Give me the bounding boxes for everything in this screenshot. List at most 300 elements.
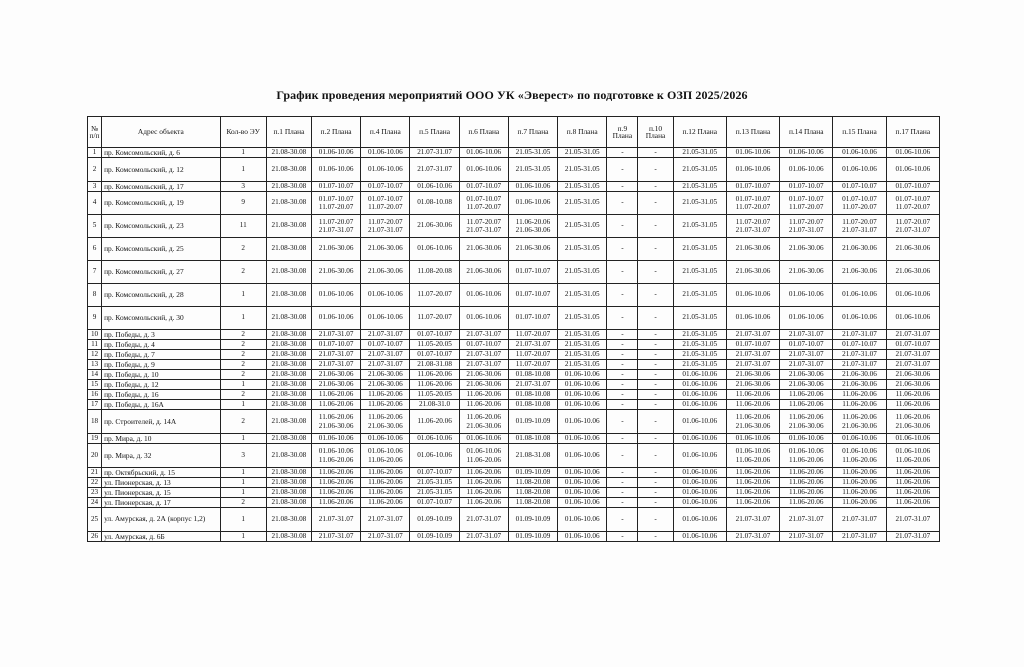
date-range-cell: 01.06-10.06 [726,284,779,307]
date-range-cell: 11.07-20.07 21.07-31.07 [726,215,779,238]
date-range-cell: 21.05-31.05 [673,182,726,192]
date-range-cell: 11.07-20.07 [410,307,459,330]
date-range-cell: 21.08-30.08 [266,158,311,182]
date-range-cell: 01.06-10.06 [726,148,779,158]
date-range-cell: 01.07-10.07 [780,340,833,350]
unit-count-cell: 1 [220,284,266,307]
date-range-cell: 01.09-10.09 [410,508,459,532]
table-row [88,148,940,158]
date-range-cell: 01.06-10.06 [673,380,726,390]
date-range-cell: 11.06-20.06 [312,478,361,488]
column-header: п.13 Плана [726,117,779,148]
date-range-cell: 21.07-31.07 [833,360,886,370]
date-range-cell: 21.06-30.06 [726,380,779,390]
date-range-cell: 11.06-20.06 [312,488,361,498]
date-range-cell: - [638,434,673,444]
date-range-cell: - [607,215,638,238]
date-range-cell: 21.05-31.05 [558,340,607,350]
date-range-cell: 01.06-10.06 [726,434,779,444]
address-cell: пр. Комсомольский, д. 25 [102,238,221,261]
date-range-cell: - [638,532,673,542]
address-cell: пр. Комсомольский, д. 6 [102,148,221,158]
date-range-cell: 11.06-20.06 [361,400,410,410]
date-range-cell: - [638,158,673,182]
date-range-cell: 01.07-10.07 11.07-20.07 [361,192,410,215]
column-header: № п/п [88,117,102,148]
date-range-cell: 11.07-20.07 [508,360,557,370]
unit-count-cell: 2 [220,340,266,350]
date-range-cell: 21.08-31.0 [410,400,459,410]
date-range-cell: 21.08-30.08 [266,478,311,488]
page-title: График проведения мероприятий ООО УК «Эверест» по подготовке к ОЗП 2025/2026 [276,88,748,102]
date-range-cell: 11.06-20.06 [459,488,508,498]
unit-count-cell: 1 [220,468,266,478]
date-range-cell: - [607,261,638,284]
date-range-cell: 01.07-10.07 [508,284,557,307]
date-range-cell: 21.07-31.07 [361,330,410,340]
date-range-cell: 21.05-31.05 [673,238,726,261]
date-range-cell: - [638,340,673,350]
date-range-cell: 01.06-10.06 [673,400,726,410]
date-range-cell: 21.05-31.05 [558,360,607,370]
date-range-cell: 11.06-20.06 21.06-30.06 [312,410,361,434]
date-range-cell: 01.06-10.06 [558,370,607,380]
date-range-cell: 11.06-20.06 [726,400,779,410]
date-range-cell: 21.06-30.06 [726,261,779,284]
unit-count-cell: 9 [220,192,266,215]
date-range-cell: 21.05-31.05 [410,478,459,488]
date-range-cell: 01.06-10.06 [558,508,607,532]
unit-count-cell: 1 [220,148,266,158]
address-cell: ул. Пионерская, д. 13 [102,478,221,488]
date-range-cell: 01.06-10.06 [833,284,886,307]
date-range-cell: 21.08-30.08 [266,192,311,215]
unit-count-cell: 1 [220,307,266,330]
date-range-cell: 11.06-20.06 [312,400,361,410]
date-range-cell: 11.06-20.06 21.06-30.06 [361,410,410,434]
date-range-cell: 21.08-30.08 [266,380,311,390]
date-range-cell: 21.07-31.07 [726,508,779,532]
date-range-cell: 11.06-20.06 21.06-30.06 [726,410,779,434]
table-header [88,117,940,148]
date-range-cell: 21.07-31.07 [833,532,886,542]
date-range-cell: 11.06-20.06 [886,498,939,508]
date-range-cell: 21.07-31.07 [886,532,939,542]
table-row [88,478,940,488]
date-range-cell: 01.07-10.07 [312,340,361,350]
date-range-cell: 01.06-10.06 [886,307,939,330]
column-header: п.12 Плана [673,117,726,148]
date-range-cell: 21.06-30.06 [780,370,833,380]
date-range-cell: 01.06-10.06 [673,390,726,400]
date-range-cell: - [638,360,673,370]
date-range-cell: 01.09-10.09 [508,532,557,542]
date-range-cell: 01.06-10.06 [508,182,557,192]
date-range-cell: 01.06-10.06 [886,434,939,444]
date-range-cell: 11.07-20.07 21.07-31.07 [312,215,361,238]
row-number: 20 [88,444,102,468]
unit-count-cell: 1 [220,158,266,182]
date-range-cell: 11.08-20.08 [410,261,459,284]
date-range-cell: 01.06-10.06 [780,284,833,307]
table-row [88,488,940,498]
date-range-cell: - [607,360,638,370]
date-range-cell: 21.07-31.07 [459,360,508,370]
date-range-cell: 01.06-10.06 [726,158,779,182]
date-range-cell: 01.07-10.07 [410,498,459,508]
date-range-cell: - [638,370,673,380]
date-range-cell: 21.07-31.07 [361,360,410,370]
date-range-cell: 01.06-10.06 [673,370,726,380]
table-row [88,307,940,330]
date-range-cell: - [607,330,638,340]
date-range-cell: 11.06-20.06 [459,400,508,410]
date-range-cell: 11.07-20.07 [508,350,557,360]
date-range-cell: 01.06-10.06 [558,498,607,508]
address-cell: пр. Комсомольский, д. 17 [102,182,221,192]
date-range-cell: 11.07-20.07 21.07-31.07 [361,215,410,238]
unit-count-cell: 2 [220,350,266,360]
address-cell: пр. Мира, д. 32 [102,444,221,468]
address-cell: ул. Амурская, д. 6Б [102,532,221,542]
date-range-cell: 21.06-30.06 [726,238,779,261]
date-range-cell: 21.08-30.08 [266,508,311,532]
date-range-cell: 01.06-10.06 [459,434,508,444]
date-range-cell: 21.08-31.08 [508,444,557,468]
column-header: п.10 Плана [638,117,673,148]
date-range-cell: 11.06-20.06 [833,390,886,400]
date-range-cell: 21.07-31.07 [833,330,886,340]
date-range-cell: - [607,148,638,158]
date-range-cell: 01.06-10.06 [312,307,361,330]
table-row [88,330,940,340]
date-range-cell: 01.06-10.06 [410,444,459,468]
address-cell: пр. Победы, д. 4 [102,340,221,350]
date-range-cell: 21.05-31.05 [558,148,607,158]
date-range-cell: 21.07-31.07 [780,330,833,340]
date-range-cell: 11.06-20.06 [780,468,833,478]
address-cell: пр. Победы, д. 16 [102,390,221,400]
table-body [88,148,940,542]
date-range-cell: 21.06-30.06 [508,238,557,261]
date-range-cell: 11.07-20.07 21.07-31.07 [459,215,508,238]
date-range-cell: - [638,261,673,284]
date-range-cell: 21.05-31.05 [673,330,726,340]
table-row [88,192,940,215]
date-range-cell: 01.06-10.06 [558,434,607,444]
unit-count-cell: 1 [220,434,266,444]
column-header: п.15 Плана [833,117,886,148]
schedule-table [87,116,940,542]
date-range-cell: 01.08-10.08 [508,400,557,410]
date-range-cell: 21.08-30.08 [266,215,311,238]
date-range-cell: 21.07-31.07 [886,360,939,370]
row-number: 4 [88,192,102,215]
row-number: 9 [88,307,102,330]
date-range-cell: 21.08-30.08 [266,182,311,192]
date-range-cell: 21.06-30.06 [886,380,939,390]
date-range-cell: 21.06-30.06 [833,380,886,390]
unit-count-cell: 1 [220,380,266,390]
date-range-cell: 11.05-20.05 [410,340,459,350]
date-range-cell: 01.09-10.09 [508,508,557,532]
date-range-cell: - [607,468,638,478]
date-range-cell: 01.06-10.06 11.06-20.06 [361,444,410,468]
date-range-cell: 11.06-20.06 21.06-30.06 [508,215,557,238]
date-range-cell: 01.09-10.09 [410,532,459,542]
date-range-cell: 01.06-10.06 [673,410,726,434]
date-range-cell: 01.07-10.07 [833,340,886,350]
date-range-cell: 11.06-20.06 [833,488,886,498]
row-number: 23 [88,488,102,498]
date-range-cell: 01.07-10.07 [726,182,779,192]
date-range-cell: 11.07-20.07 [508,330,557,340]
date-range-cell: 21.06-30.06 [312,238,361,261]
date-range-cell: 01.06-10.06 [312,158,361,182]
date-range-cell: 11.06-20.06 21.06-30.06 [459,410,508,434]
date-range-cell: 21.07-31.07 [459,350,508,360]
date-range-cell: - [607,307,638,330]
date-range-cell: 01.06-10.06 [410,434,459,444]
unit-count-cell: 2 [220,498,266,508]
row-number: 18 [88,410,102,434]
column-header: п.1 Плана [266,117,311,148]
date-range-cell: 21.05-31.05 [558,284,607,307]
address-cell: ул. Пионерская, д. 17 [102,498,221,508]
date-range-cell: 01.06-10.06 [558,488,607,498]
date-range-cell: - [607,158,638,182]
date-range-cell: 21.06-30.06 [780,261,833,284]
date-range-cell: 01.07-10.07 11.07-20.07 [833,192,886,215]
date-range-cell: 01.07-10.07 [410,330,459,340]
date-range-cell: 11.06-20.06 [312,390,361,400]
date-range-cell: 11.08-20.08 [508,498,557,508]
date-range-cell: - [607,182,638,192]
date-range-cell: 01.06-10.06 [459,148,508,158]
date-range-cell: 21.07-31.07 [726,330,779,340]
date-range-cell: - [638,192,673,215]
unit-count-cell: 2 [220,370,266,380]
date-range-cell: 01.06-10.06 [459,284,508,307]
date-range-cell: 21.06-30.06 [410,215,459,238]
date-range-cell: 01.07-10.07 [886,182,939,192]
date-range-cell: - [638,508,673,532]
date-range-cell: 01.06-10.06 [361,158,410,182]
date-range-cell: 01.06-10.06 [780,158,833,182]
date-range-cell: - [638,498,673,508]
date-range-cell: 11.06-20.06 [886,390,939,400]
unit-count-cell: 11 [220,215,266,238]
date-range-cell: 11.06-20.06 [886,488,939,498]
date-range-cell: 01.06-10.06 [558,444,607,468]
date-range-cell: 21.07-31.07 [886,350,939,360]
date-range-cell: 21.07-31.07 [312,350,361,360]
date-range-cell: - [607,340,638,350]
unit-count-cell: 1 [220,508,266,532]
date-range-cell: - [638,350,673,360]
date-range-cell: - [638,400,673,410]
table-row [88,350,940,360]
date-range-cell: 01.06-10.06 [558,390,607,400]
date-range-cell: - [638,444,673,468]
date-range-cell: 01.06-10.06 [312,284,361,307]
date-range-cell: 21.05-31.05 [558,192,607,215]
date-range-cell: 21.07-31.07 [312,508,361,532]
date-range-cell: 11.06-20.06 21.06-30.06 [833,410,886,434]
date-range-cell: 01.06-10.06 [673,488,726,498]
date-range-cell: 11.06-20.06 [361,390,410,400]
row-number: 11 [88,340,102,350]
unit-count-cell: 2 [220,360,266,370]
date-range-cell: - [607,488,638,498]
column-header: п.8 Плана [558,117,607,148]
address-cell: пр. Победы, д. 10 [102,370,221,380]
date-range-cell: 21.06-30.06 [361,370,410,380]
date-range-cell: - [607,508,638,532]
date-range-cell: 21.08-30.08 [266,148,311,158]
date-range-cell: 01.06-10.06 [673,498,726,508]
date-range-cell: 21.07-31.07 [410,148,459,158]
date-range-cell: 21.07-31.07 [726,532,779,542]
date-range-cell: 11.06-20.06 [410,380,459,390]
date-range-cell: 11.06-20.06 [726,498,779,508]
date-range-cell: 11.06-20.06 [886,468,939,478]
date-range-cell: 01.07-10.07 11.07-20.07 [726,192,779,215]
date-range-cell: 21.06-30.06 [780,380,833,390]
date-range-cell: 11.06-20.06 [780,488,833,498]
row-number: 15 [88,380,102,390]
row-number: 24 [88,498,102,508]
date-range-cell: - [638,380,673,390]
date-range-cell: 01.06-10.06 [886,284,939,307]
date-range-cell: 11.06-20.06 [361,488,410,498]
unit-count-cell: 3 [220,182,266,192]
date-range-cell: 21.06-30.06 [886,370,939,380]
date-range-cell: 21.07-31.07 [780,360,833,370]
date-range-cell: 11.06-20.06 [780,390,833,400]
date-range-cell: 21.07-31.07 [361,508,410,532]
date-range-cell: 21.06-30.06 [361,380,410,390]
row-number: 12 [88,350,102,360]
row-number: 21 [88,468,102,478]
address-cell: пр. Победы, д. 7 [102,350,221,360]
unit-count-cell: 2 [220,330,266,340]
column-header: п.5 Плана [410,117,459,148]
date-range-cell: 11.06-20.06 [726,468,779,478]
row-number: 26 [88,532,102,542]
table-row [88,284,940,307]
date-range-cell: 21.05-31.05 [673,340,726,350]
date-range-cell: 01.06-10.06 [886,148,939,158]
date-range-cell: 21.08-30.08 [266,360,311,370]
date-range-cell: 01.07-10.07 [410,468,459,478]
date-range-cell: 01.09-10.09 [508,468,557,478]
column-header: п.2 Плана [312,117,361,148]
date-range-cell: - [607,400,638,410]
date-range-cell: 11.06-20.06 [833,468,886,478]
date-range-cell: - [607,532,638,542]
date-range-cell: - [607,370,638,380]
date-range-cell: 21.06-30.06 [459,380,508,390]
unit-count-cell: 1 [220,488,266,498]
date-range-cell: 11.06-20.06 [780,478,833,488]
address-cell: пр. Победы, д. 3 [102,330,221,340]
date-range-cell: 11.06-20.06 [780,400,833,410]
date-range-cell: 21.07-31.07 [410,158,459,182]
column-header: п.9 Плана [607,117,638,148]
address-cell: пр. Победы, д. 16А [102,400,221,410]
date-range-cell: 01.07-10.07 [459,182,508,192]
date-range-cell: 01.07-10.07 11.07-20.07 [886,192,939,215]
date-range-cell: 21.06-30.06 [312,370,361,380]
date-range-cell: 01.06-10.06 [726,307,779,330]
date-range-cell: 01.06-10.06 [558,410,607,434]
date-range-cell: 01.06-10.06 [459,158,508,182]
date-range-cell: 21.05-31.05 [558,330,607,340]
date-range-cell: 11.05-20.05 [410,390,459,400]
date-range-cell: 21.06-30.06 [886,261,939,284]
table-row [88,532,940,542]
date-range-cell: 21.05-31.05 [673,148,726,158]
date-range-cell: - [607,238,638,261]
date-range-cell: 21.06-30.06 [312,261,361,284]
date-range-cell: 01.08-10.08 [508,434,557,444]
date-range-cell: 01.07-10.07 11.07-20.07 [312,192,361,215]
date-range-cell: 21.05-31.05 [673,261,726,284]
date-range-cell: 01.07-10.07 [726,340,779,350]
date-range-cell: 21.08-30.08 [266,400,311,410]
date-range-cell: 11.06-20.06 [886,400,939,410]
date-range-cell: 21.06-30.06 [886,238,939,261]
date-range-cell: 21.05-31.05 [673,215,726,238]
date-range-cell: - [607,350,638,360]
date-range-cell: 21.05-31.05 [558,307,607,330]
date-range-cell: 01.06-10.06 [361,434,410,444]
row-number: 3 [88,182,102,192]
column-header: п.4 Плана [361,117,410,148]
date-range-cell: 01.06-10.06 [558,380,607,390]
date-range-cell: 21.08-30.08 [266,434,311,444]
column-header: п.14 Плана [780,117,833,148]
date-range-cell: 21.08-30.08 [266,350,311,360]
date-range-cell: - [607,410,638,434]
date-range-cell: - [638,488,673,498]
date-range-cell: 21.07-31.07 [726,360,779,370]
date-range-cell: 11.06-20.06 [780,498,833,508]
table-row [88,508,940,532]
address-cell: пр. Комсомольский, д. 27 [102,261,221,284]
date-range-cell: 11.07-20.07 21.07-31.07 [833,215,886,238]
date-range-cell: 21.05-31.05 [558,215,607,238]
date-range-cell: - [638,284,673,307]
row-number: 2 [88,158,102,182]
unit-count-cell: 1 [220,532,266,542]
date-range-cell: 01.06-10.06 [459,307,508,330]
date-range-cell: 01.06-10.06 [508,192,557,215]
date-range-cell: - [638,330,673,340]
date-range-cell: 21.06-30.06 [833,238,886,261]
date-range-cell: 21.06-30.06 [833,261,886,284]
date-range-cell: 21.05-31.05 [673,360,726,370]
date-range-cell: 01.07-10.07 11.07-20.07 [780,192,833,215]
date-range-cell: - [607,434,638,444]
date-range-cell: 01.07-10.07 [833,182,886,192]
date-range-cell: 01.06-10.06 11.06-20.06 [833,444,886,468]
date-range-cell: 21.07-31.07 [508,380,557,390]
date-range-cell: 01.06-10.06 [558,468,607,478]
date-range-cell: 01.06-10.06 [673,508,726,532]
date-range-cell: 01.07-10.07 [312,182,361,192]
